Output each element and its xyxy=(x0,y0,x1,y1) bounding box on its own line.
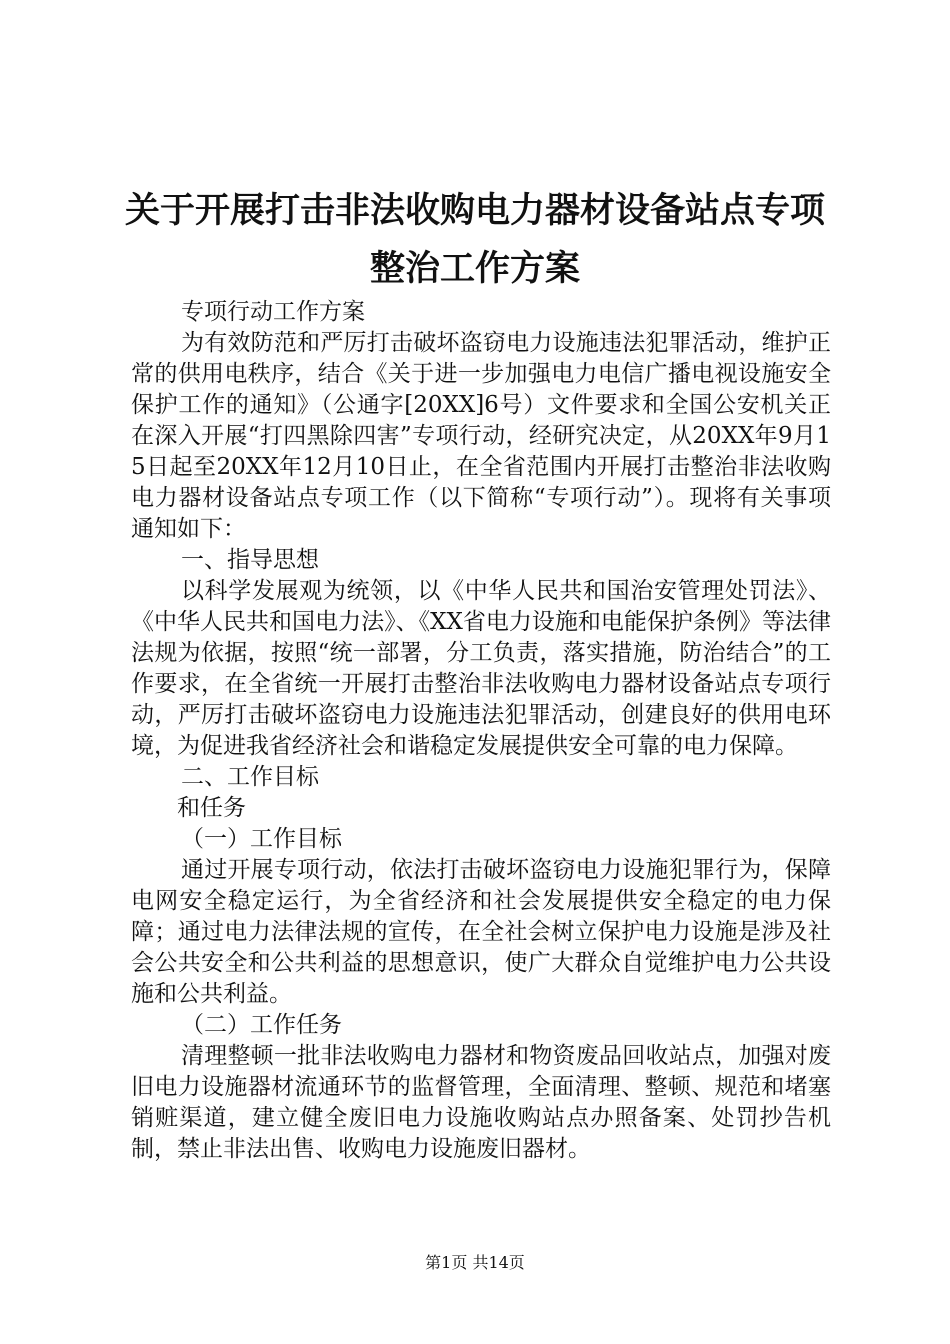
page-footer: 第1页 共14页 xyxy=(425,1253,525,1272)
document-title-line-2: 整治工作方案 xyxy=(369,249,580,289)
heading-guiding-thought: 一、指导思想 xyxy=(181,547,319,573)
paragraph-plan-name: 专项行动工作方案 xyxy=(181,299,365,325)
heading-goals: 二、工作目标 xyxy=(181,764,319,790)
subheading-work-tasks: （二）工作任务 xyxy=(181,1012,342,1038)
heading-goals-continued: 和任务 xyxy=(177,795,246,821)
paragraph-intro: 为有效防范和严厉打击破坏盗窃电力设施违法犯罪活动，维护正常的供用电秩序，结合《关于进一步加强电力电信广播电视设施安全保护工作的通知》（公通字[20XX]6号）文件要求和全国公安机关正在深入开展“打四黑除四害”专项行动，经研究决定，从20XX年9月15日起至20XX年12月10日止，在全省范围内开展打击整治非法收购电力器材设备站点专项工作（以下简称“专项行动”）。现将有关事项通知如下： xyxy=(131,330,831,542)
paragraph-guiding-thought: 以科学发展观为统领，以《中华人民共和国治安管理处罚法》、《中华人民共和国电力法》、《XX省电力设施和电能保护条例》等法律法规为依据，按照“统一部署，分工负责，落实措施，防治结合”的工作要求，在全省统一开展打击整治非法收购电力器材设备站点专项行动，严厉打击破坏盗窃电力设施违法犯罪活动，创建良好的供用电环境，为促进我省经济社会和谐稳定发展提供安全可靠的电力保障。 xyxy=(131,578,831,759)
document-body xyxy=(131,297,831,1165)
subheading-work-goals: （一）工作目标 xyxy=(181,826,342,852)
document-title-line-1: 关于开展打击非法收购电力器材设备站点专项 xyxy=(124,191,825,231)
paragraph-work-goals: 通过开展专项行动，依法打击破坏盗窃电力设施犯罪行为，保障电网安全稳定运行，为全省经济和社会发展提供安全稳定的电力保障；通过电力法律法规的宣传，在全社会树立保护电力设施是涉及社会公共安全和公共利益的思想意识，使广大群众自觉维护电力公共设施和公共利益。 xyxy=(131,857,831,1007)
paragraph-work-tasks: 清理整顿一批非法收购电力器材和物资废品回收站点，加强对废旧电力设施器材流通环节的监督管理，全面清理、整顿、规范和堵塞销赃渠道，建立健全废旧电力设施收购站点办照备案、处罚抄告机制，禁止非法出售、收购电力设施废旧器材。 xyxy=(131,1043,831,1162)
